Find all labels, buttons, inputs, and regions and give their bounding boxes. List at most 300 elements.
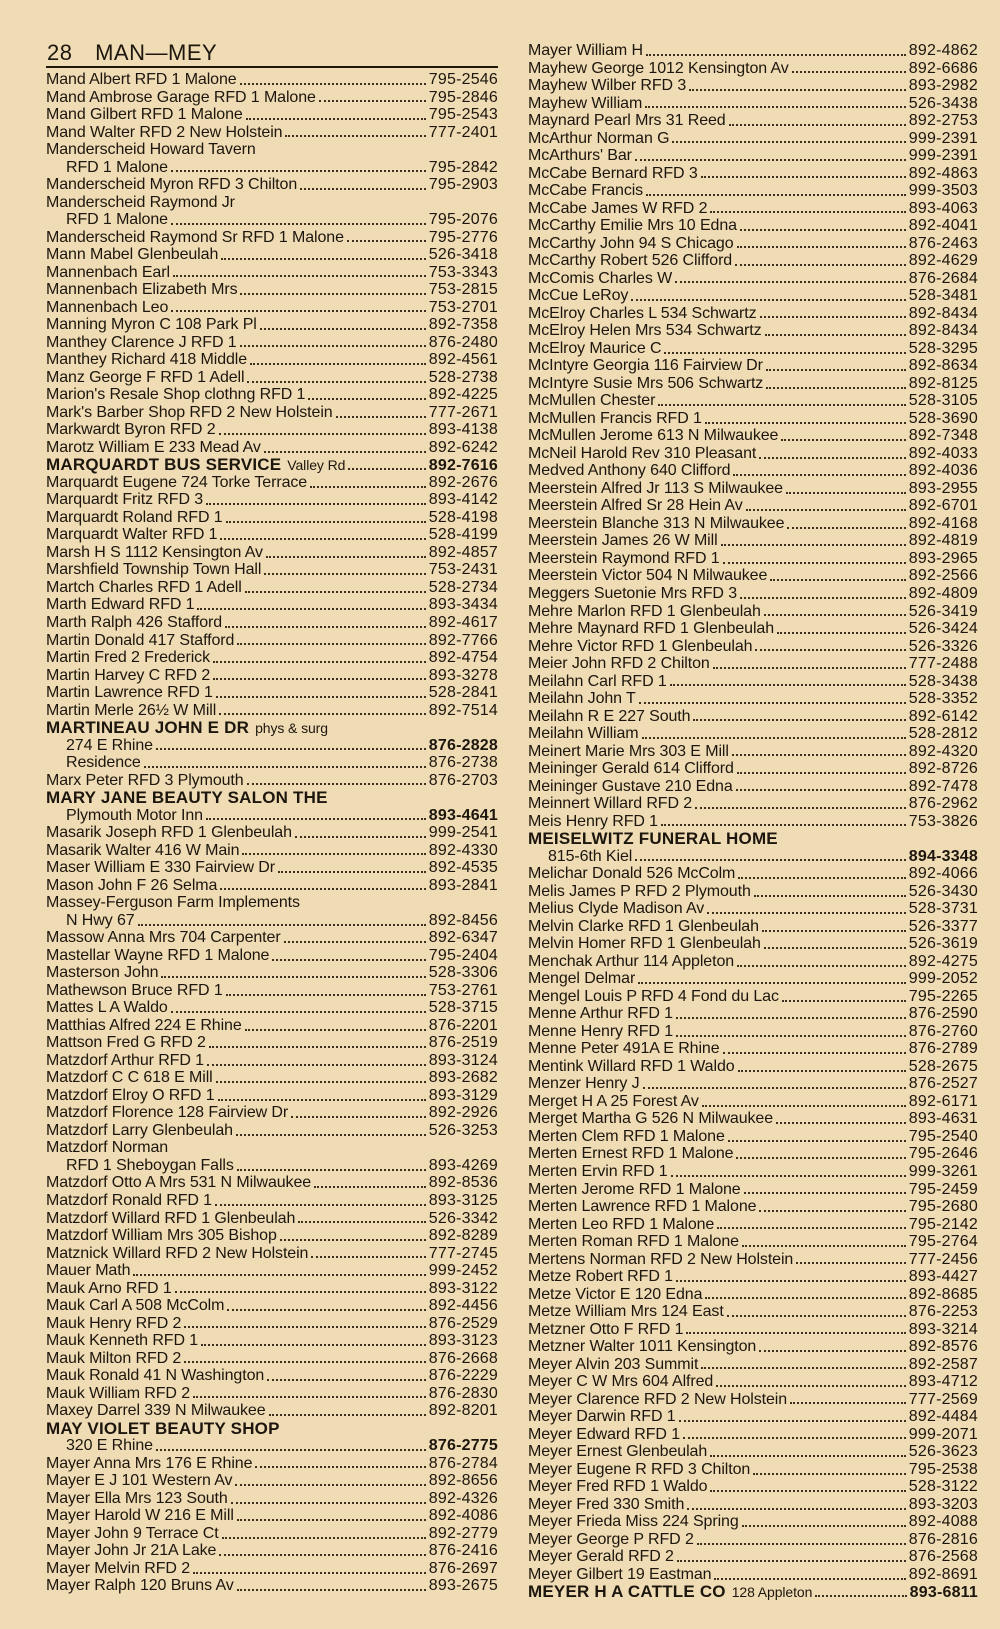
- listing-name: Menchak Arthur 114 Appleton: [528, 952, 735, 970]
- leader-dots: [216, 696, 426, 698]
- leader-dots: [787, 527, 905, 529]
- listing-name: Maxey Darrel 339 N Milwaukee: [46, 1402, 266, 1420]
- listing-line: [46, 999, 498, 1017]
- leader-dots: [260, 328, 426, 330]
- leader-dots: [701, 1367, 905, 1369]
- listing-line: [46, 667, 498, 685]
- leader-dots: [727, 1315, 906, 1317]
- listing-name: Mann Mabel Glenbeulah: [46, 246, 219, 264]
- leader-dots: [635, 859, 906, 861]
- listing-name: Maynard Pearl Mrs 31 Reed: [528, 112, 726, 130]
- listing-name: McCarthy Emilie Mrs 10 Edna: [528, 217, 737, 235]
- leader-dots: [702, 1105, 906, 1107]
- leader-dots: [213, 661, 426, 663]
- listing-line: [528, 357, 978, 375]
- listing-name: McMullen Jerome 613 N Milwaukee: [528, 427, 779, 445]
- listing-phone: 892-8125: [908, 374, 978, 392]
- listing-phone: 893-2955: [908, 479, 978, 497]
- listing-line: [46, 526, 498, 544]
- leader-dots: [314, 1186, 426, 1188]
- leader-dots: [272, 959, 425, 961]
- listing-phone: 892-4456: [428, 1297, 498, 1315]
- listing-phone: 876-2816: [908, 1530, 978, 1548]
- listing-line: [528, 813, 978, 831]
- leader-dots: [161, 976, 425, 978]
- leader-dots: [664, 352, 905, 354]
- listing-name: Meyer Clarence RFD 2 New Holstein: [528, 1390, 788, 1408]
- listing-phone: 892-8726: [908, 760, 978, 778]
- leader-dots: [672, 141, 905, 143]
- listing-phone: 893-6811: [909, 1584, 978, 1601]
- listing-phone: 892-2926: [428, 1104, 498, 1122]
- listing-line: [528, 147, 978, 165]
- listing-phone: 893-4631: [908, 1110, 978, 1128]
- listing-line: [528, 1408, 978, 1426]
- leader-dots: [766, 369, 906, 371]
- leader-dots: [175, 1291, 426, 1293]
- listing-name: McArthur Norman G: [528, 129, 670, 147]
- listing-name: Manthey Clarence J RFD 1: [46, 333, 237, 351]
- leader-dots: [144, 766, 426, 768]
- leader-dots: [676, 1035, 906, 1037]
- listing-phone: 795-2076: [428, 211, 498, 229]
- leader-dots: [646, 194, 906, 196]
- leader-dots: [300, 188, 426, 190]
- listing-name: Masterson John: [46, 964, 159, 982]
- listing-name: Meerstein Alfred Jr 113 S Milwaukee: [528, 479, 783, 497]
- listing-phone: 892-7616: [428, 457, 498, 474]
- leader-dots: [717, 1227, 906, 1229]
- listing-name: Marth Edward RFD 1: [46, 596, 195, 614]
- leader-dots: [245, 1029, 426, 1031]
- listing-name: MAY VIOLET BEAUTY SHOP: [46, 1419, 280, 1438]
- listing-line: [528, 515, 978, 533]
- leader-dots: [738, 877, 906, 879]
- listing-line: [528, 1496, 978, 1514]
- listing-phone: 893-3214: [908, 1320, 978, 1338]
- listing-line: [528, 1391, 978, 1409]
- listing-phone: 777-2456: [908, 1250, 978, 1268]
- listing-line: [46, 1315, 498, 1333]
- listing-line: [528, 708, 978, 726]
- leader-dots: [184, 1361, 426, 1363]
- listing-phone: 795-2142: [908, 1215, 978, 1233]
- leader-dots: [278, 871, 426, 873]
- listing-name: Meis Henry RFD 1: [528, 812, 658, 830]
- listing-phone: 892-8201: [428, 1402, 498, 1420]
- listing-line: [46, 1437, 498, 1455]
- leader-dots: [658, 404, 905, 406]
- listing-line: [46, 474, 498, 492]
- leader-dots: [782, 1000, 906, 1002]
- listing-line: [46, 702, 498, 720]
- listing-phone: 753-3826: [908, 812, 978, 830]
- listing-name: Mand Gilbert RFD 1 Malone: [46, 106, 243, 124]
- listing-name: Mayer Anna Mrs 176 E Rhine: [46, 1454, 253, 1472]
- leader-dots: [670, 684, 906, 686]
- listing-name: Meyer George P RFD 2: [528, 1530, 694, 1548]
- listing-phone: 892-4863: [908, 164, 978, 182]
- listing-name: McElroy Maurice C: [528, 339, 662, 357]
- leader-dots: [753, 1473, 906, 1475]
- leader-dots: [209, 1046, 426, 1048]
- listing-name: Merten Clem RFD 1 Malone: [528, 1127, 725, 1145]
- listing-name: Mauk Carl A 508 McColm: [46, 1297, 225, 1315]
- listing-name: Meinert Marie Mrs 303 E Mill: [528, 742, 729, 760]
- listing-name: MARY JANE BEAUTY SALON THE: [46, 789, 328, 807]
- listing-line: [46, 386, 498, 404]
- leader-dots: [226, 521, 426, 523]
- listing-line: [46, 1542, 498, 1560]
- listing-name: Marquardt Roland RFD 1: [46, 508, 223, 526]
- listing-phone: 893-2682: [428, 1069, 498, 1087]
- listing-name: Meyer Eugene R RFD 3 Chilton: [528, 1460, 751, 1478]
- listing-name: Mannenbach Leo: [46, 298, 169, 316]
- listing-name: Mayer John Jr 21A Lake: [46, 1542, 217, 1560]
- listing-line: [46, 369, 498, 387]
- listing-name: Mathewson Bruce RFD 1: [46, 981, 223, 999]
- listing-phone: 795-2764: [908, 1233, 978, 1251]
- listing-name: Meerstein Victor 504 N Milwaukee: [528, 567, 768, 585]
- listing-name: Mauk Ronald 41 N Washington: [46, 1367, 265, 1385]
- listing-name: Matzdorf Florence 128 Fairview Dr: [46, 1104, 289, 1122]
- listing-line: [46, 299, 498, 317]
- listing-name: Mastellar Wayne RFD 1 Malone: [46, 946, 270, 964]
- listing-name: McElroy Charles L 534 Schwartz: [528, 304, 757, 322]
- listing-phone: 777-2488: [908, 655, 978, 673]
- listing-phone: 795-2459: [908, 1180, 978, 1198]
- listing-phone: 526-3438: [908, 94, 978, 112]
- leader-dots: [138, 924, 426, 926]
- page-header: [47, 40, 497, 66]
- listing-line: [528, 1198, 978, 1216]
- listing-name: Martin Fred 2 Frederick: [46, 649, 210, 667]
- listing-line: [46, 1122, 498, 1140]
- listing-line: [46, 544, 498, 562]
- listing-phone: 893-2965: [908, 549, 978, 567]
- listing-line: [528, 970, 978, 988]
- listing-line: [528, 935, 978, 953]
- leader-dots: [298, 1221, 426, 1223]
- listing-phone: 999-2052: [908, 970, 978, 988]
- listing-name: Meyer Fred 330 Smith: [528, 1495, 685, 1513]
- listing-name: Markwardt Byron RFD 2: [46, 421, 216, 439]
- listing-name: Matthias Alfred 224 E Rhine: [46, 1016, 242, 1034]
- listing-name: Mannenbach Earl: [46, 263, 170, 281]
- listing-phone: 892-4320: [908, 742, 978, 760]
- listing-phone: 528-3352: [908, 690, 978, 708]
- listing-line: [46, 141, 498, 159]
- listing-line: [46, 1227, 498, 1245]
- leader-dots: [759, 457, 906, 459]
- listing-line: [46, 684, 498, 702]
- leader-dots: [133, 1274, 425, 1276]
- listing-name: 274 E Rhine: [66, 736, 153, 754]
- listing-name: Mauer Math: [46, 1262, 131, 1280]
- listing-phone: 893-4142: [428, 491, 498, 509]
- listing-phone: 892-4819: [908, 532, 978, 550]
- listing-name: Meilahn R E 227 South: [528, 707, 691, 725]
- listing-phone: 876-2463: [908, 234, 978, 252]
- leader-dots: [766, 387, 906, 389]
- listing-line: [46, 754, 498, 772]
- listing-name: Martch Charles RFD 1 Adell: [46, 578, 242, 596]
- leader-dots: [295, 836, 426, 838]
- listing-line: [528, 1303, 978, 1321]
- listing-phone: 894-3348: [908, 847, 978, 865]
- listing-line: [528, 305, 978, 323]
- listing-phone: 999-3503: [908, 182, 978, 200]
- listing-name: Marth Ralph 426 Stafford: [46, 613, 223, 631]
- listing-name: Meyer Fred RFD 1 Waldo: [528, 1478, 708, 1496]
- listing-phone: 526-3623: [908, 1443, 978, 1461]
- listing-phone: 753-2431: [428, 561, 498, 579]
- listing-phone: 892-4225: [428, 386, 498, 404]
- listing-line: [528, 182, 978, 200]
- listing-name: McIntyre Susie Mrs 506 Schwartz: [528, 374, 764, 392]
- leader-dots: [737, 772, 906, 774]
- listing-line: [46, 1034, 498, 1052]
- listing-phone: 892-4857: [428, 543, 498, 561]
- listing-line: [46, 772, 498, 790]
- leader-dots: [710, 1490, 905, 1492]
- leader-dots: [193, 1396, 426, 1398]
- listing-name: Menzer Henry J: [528, 1075, 640, 1093]
- listing-line: [528, 1145, 978, 1163]
- leader-dots: [311, 1256, 425, 1258]
- leader-dots: [348, 468, 426, 470]
- leader-dots: [266, 556, 426, 558]
- listing-phone: 528-2812: [908, 725, 978, 743]
- listing-line: [46, 1577, 498, 1595]
- listing-phone: 526-3619: [908, 935, 978, 953]
- listing-name: Matzdorf Elroy O RFD 1: [46, 1086, 215, 1104]
- leader-dots: [336, 416, 426, 418]
- leader-dots: [736, 1157, 905, 1159]
- listing-phone: 528-4199: [428, 526, 498, 544]
- leader-dots: [714, 1578, 905, 1580]
- listing-phone: 876-2568: [908, 1548, 978, 1566]
- listing-name: Matzdorf William Mrs 305 Bishop: [46, 1227, 277, 1245]
- listing-line: [46, 894, 498, 912]
- listing-phone: 892-4086: [428, 1507, 498, 1525]
- leader-dots: [221, 258, 426, 260]
- listing-name: Manning Myron C 108 Park Pl: [46, 316, 257, 334]
- listing-phone: 892-4275: [908, 952, 978, 970]
- listing-phone: 876-2830: [428, 1384, 498, 1402]
- listing-name: Matzdorf Arthur RFD 1: [46, 1051, 204, 1069]
- listing-phone: 876-2789: [908, 1040, 978, 1058]
- leader-dots: [770, 579, 906, 581]
- leader-dots: [742, 1525, 906, 1527]
- listing-line: [528, 725, 978, 743]
- leader-dots: [218, 1099, 426, 1101]
- listing-name: Menne Arthur RFD 1: [528, 1005, 673, 1023]
- leader-dots: [207, 1064, 426, 1066]
- listing-name: Meilahn William: [528, 725, 639, 743]
- listing-line: [528, 252, 978, 270]
- leader-dots: [705, 1297, 905, 1299]
- listing-line: [46, 1332, 498, 1350]
- listing-name: McNeil Harold Rev 310 Pleasant: [528, 444, 757, 462]
- listing-name: MARTINEAU JOHN E DR: [46, 719, 250, 737]
- listing-phone: 893-3123: [428, 1332, 498, 1350]
- listing-name: Metze William Mrs 124 East: [528, 1303, 724, 1321]
- listing-phone: 795-2404: [428, 946, 498, 964]
- leader-dots: [740, 597, 906, 599]
- listing-line: [46, 1245, 498, 1263]
- listing-line: [46, 194, 498, 212]
- listing-phone: 528-2675: [908, 1057, 978, 1075]
- listing-phone: 777-2745: [428, 1244, 498, 1262]
- listing-line: [528, 95, 978, 113]
- listing-phone: 892-2587: [908, 1355, 978, 1373]
- listing-phone: 753-3343: [428, 263, 498, 281]
- listing-line: [528, 1075, 978, 1093]
- listing-phone: 753-2761: [428, 981, 498, 999]
- leader-dots: [781, 439, 905, 441]
- listing-name: Mengel Delmar: [528, 970, 636, 988]
- listing-line: [528, 865, 978, 883]
- leader-dots: [736, 789, 906, 791]
- listing-name: Mand Walter RFD 2 New Holstein: [46, 123, 283, 141]
- listing-name: Marshfield Township Town Hall: [46, 561, 262, 579]
- listing-line: [46, 579, 498, 597]
- listing-name: Meyer C W Mrs 604 Alfred: [528, 1373, 714, 1391]
- listing-name: Manderscheid Howard Tavern: [46, 141, 256, 159]
- listing-name: Mayer E J 101 Western Av: [46, 1472, 233, 1490]
- listing-name: Matzdorf Otto A Mrs 531 N Milwaukee: [46, 1174, 312, 1192]
- listing-name: McMullen Chester: [528, 392, 656, 410]
- leader-dots: [213, 678, 426, 680]
- listing-line: [528, 392, 978, 410]
- listing-phone: 795-2776: [428, 228, 498, 246]
- listing-line: [528, 550, 978, 568]
- listing-name: Meier John RFD 2 Chilton: [528, 655, 710, 673]
- leader-dots: [737, 246, 906, 248]
- listing-phone: 892-4326: [428, 1489, 498, 1507]
- listing-name: Merten Lawrence RFD 1 Malone: [528, 1198, 757, 1216]
- listing-line: [528, 427, 978, 445]
- leader-dots: [733, 474, 905, 476]
- listing-phone: 528-3122: [908, 1478, 978, 1496]
- listing-line: [528, 603, 978, 621]
- leader-dots: [790, 1402, 906, 1404]
- listing-phone: 795-2646: [908, 1145, 978, 1163]
- listing-name: Meyer Gerald RFD 2: [528, 1548, 674, 1566]
- leader-dots: [776, 1122, 906, 1124]
- listing-name: Meininger Gustave 210 Edna: [528, 777, 733, 795]
- listing-phone: 892-7348: [908, 427, 978, 445]
- listing-phone: 892-8456: [428, 911, 498, 929]
- listing-phone: 892-6242: [428, 438, 498, 456]
- listing-phone: 892-6142: [908, 707, 978, 725]
- listing-line: [46, 1420, 498, 1438]
- leader-dots: [676, 1017, 906, 1019]
- leader-dots: [285, 135, 425, 137]
- listing-phone: 893-2675: [428, 1577, 498, 1595]
- leader-dots: [754, 895, 906, 897]
- listing-name: Masarik Joseph RFD 1 Glenbeulah: [46, 824, 292, 842]
- listing-line: [46, 1560, 498, 1578]
- leader-dots: [723, 1052, 906, 1054]
- listing-phone: 795-2680: [908, 1198, 978, 1216]
- listing-phone: 876-2775: [428, 1437, 498, 1455]
- listing-phone: 892-4036: [908, 462, 978, 480]
- listing-name: Meyer Alvin 203 Summit: [528, 1355, 699, 1373]
- listing-name: Mengel Louis P RFD 4 Fond du Lac: [528, 987, 779, 1005]
- leader-dots: [267, 1379, 426, 1381]
- leader-dots: [219, 713, 426, 715]
- leader-dots: [171, 1011, 426, 1013]
- listing-phone: 528-2734: [428, 578, 498, 596]
- listing-line: [528, 620, 978, 638]
- listing-phone: 528-2738: [428, 368, 498, 386]
- listing-address: phys & surg: [255, 720, 328, 737]
- listing-phone: 892-4535: [428, 859, 498, 877]
- listing-line: [528, 953, 978, 971]
- listing-line: [46, 824, 498, 842]
- listing-phone: 892-4041: [908, 217, 978, 235]
- listing-name: McCabe Bernard RFD 3: [528, 164, 698, 182]
- leader-dots: [713, 667, 906, 669]
- listing-line: [528, 1583, 978, 1601]
- listing-phone: 999-3261: [908, 1163, 978, 1180]
- listing-phone: 526-3326: [908, 637, 978, 655]
- listing-line: [46, 106, 498, 124]
- listing-name: Metzner Walter 1011 Kensington: [528, 1338, 757, 1356]
- leader-dots: [171, 170, 426, 172]
- listing-line: [528, 795, 978, 813]
- listing-line: [46, 491, 498, 509]
- listing-phone: 892-4088: [908, 1513, 978, 1531]
- listing-line: [46, 1174, 498, 1192]
- listing-phone: 893-4269: [428, 1156, 498, 1174]
- leader-dots: [728, 1140, 906, 1142]
- listing-name: Marsh H S 1112 Kensington Av: [46, 543, 263, 561]
- leader-dots: [242, 853, 425, 855]
- leader-dots: [310, 486, 426, 488]
- listing-line: [46, 1350, 498, 1368]
- listing-line: [528, 1040, 978, 1058]
- listing-line: [46, 1017, 498, 1035]
- listing-phone: 892-8434: [908, 304, 978, 322]
- listing-line: [528, 165, 978, 183]
- listing-name: McCue LeRoy: [528, 287, 629, 305]
- listing-name: Manderscheid Raymond Sr RFD 1 Malone: [46, 228, 344, 246]
- leader-dots: [723, 562, 906, 564]
- listing-name: Manderscheid Raymond Jr: [46, 193, 235, 211]
- leader-dots: [693, 719, 905, 721]
- listing-phone: 893-3124: [428, 1051, 498, 1069]
- leader-dots: [635, 159, 906, 161]
- listing-name: Merten Roman RFD 1 Malone: [528, 1233, 739, 1251]
- listing-line: [46, 334, 498, 352]
- listing-line: [46, 877, 498, 895]
- listing-line: [46, 1280, 498, 1298]
- listing-phone: 892-8434: [908, 322, 978, 340]
- listing-phone: 893-4712: [908, 1373, 978, 1391]
- listing-line: [528, 918, 978, 936]
- listing-name: Melius Clyde Madison Av: [528, 900, 705, 918]
- listing-line: [46, 176, 498, 194]
- listing-name: Meyer Edward RFD 1: [528, 1425, 681, 1443]
- listing-name: Mayer Ella Mrs 123 South: [46, 1489, 228, 1507]
- leader-dots: [231, 1502, 426, 1504]
- leader-dots: [707, 912, 906, 914]
- listing-name: MEYER H A CATTLE CO: [528, 1583, 726, 1601]
- listing-line: [46, 211, 498, 229]
